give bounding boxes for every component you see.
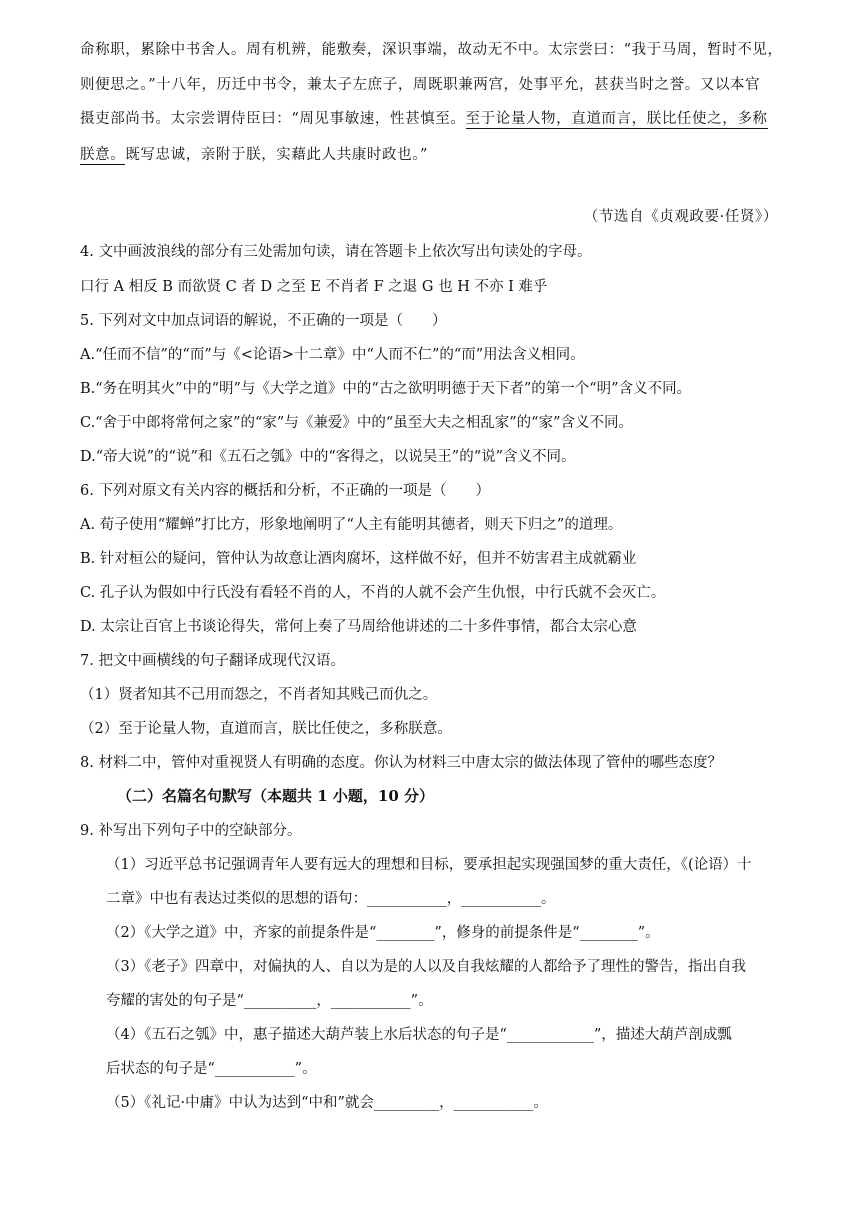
question-6-option-d: D. 太宗让百官上书谈论得失，常何上奏了马周给他讲述的二十多件事情，都合太宗心意 — [80, 619, 637, 635]
question-7: 7. 把文中画横线的句子翻译成现代汉语。 — [80, 653, 345, 669]
passage-line-2: 则便思之。”十八年，历迁中书令，兼太子左庶子，周既职兼两宫，处事平允，甚获当时之誉。又以本官 — [80, 77, 761, 93]
question-9-item-5: （5）《礼记·中庸》中认为达到“中和”就会_________，___________。 — [106, 1095, 548, 1111]
question-5-option-b: B.“务在明其火”中的“明”与《大学之道》中的“古之欲明明德于天下者”的第一个“明”含义不同。 — [80, 381, 692, 397]
question-9-item-3-line-1: （3）《老子》四章中，对偏执的人、自以为是的人以及自我炫耀的人都给予了理性的警告，指出自我 — [106, 959, 746, 975]
question-9-item-4-line-1: （4）《五石之瓠》中，惠子描述大葫芦装上水后状态的句子是“____________”，描述大葫芦剖成瓢 — [106, 1027, 732, 1043]
question-6-option-c: C. 孔子认为假如中行氏没有看轻不肖的人，不肖的人就不会产生仇恨，中行氏就不会灭亡。 — [80, 585, 666, 601]
question-7-item-2: （2）至于论量人物，直道而言，朕比任使之，多称朕意。 — [80, 721, 452, 737]
question-5-option-a: A.“任而不信”的“而”与《<论语>十二章》中“人而不仁”的“而”用法含义相同。 — [80, 347, 585, 363]
question-6: 6. 下列对原文有关内容的概括和分析，不正确的一项是（ ） — [80, 483, 490, 499]
question-5-option-d: D.“帝大说”的“说”和《五石之瓠》中的“客得之，以说吴王”的“说”含义不同。 — [80, 449, 576, 465]
question-4: 4. 文中画波浪线的部分有三处需加句读，请在答题卡上依次写出句读处的字母。 — [80, 244, 592, 260]
question-9-item-1-line-2: 二章》中也有表达过类似的思想的语句：___________，___________。 — [106, 891, 556, 907]
question-6-option-b: B. 针对桓公的疑问，管仲认为故意让酒肉腐坏，这样做不好，但并不妨害君主成就霸业 — [80, 551, 637, 567]
section-2-title: （二）名篇名句默写（本题共 1 小题，10 分） — [117, 787, 434, 805]
question-9-item-3-line-2: 夸耀的害处的句子是“__________，___________”。 — [106, 993, 433, 1009]
passage-line-3-text: 摄吏部尚书。太宗尝谓侍臣曰：“周见事敏速，性甚慎至。 — [80, 111, 466, 127]
passage-line-3 — [80, 109, 768, 129]
underlined-sentence-part-1: 至于论量人物，直道而言，朕比任使之，多称 — [465, 111, 768, 127]
question-9-item-1-line-1: （1）习近平总书记强调青年人要有远大的理想和目标，要承担起实现强国梦的重大责任，《(论语）十 — [106, 857, 752, 873]
question-6-option-a: A. 荀子使用“耀蝉”打比方，形象地阐明了“人主有能明其德者，则天下归之”的道理。 — [80, 517, 623, 533]
passage-line-4-text: 既写忠诚，亲附于朕，实藉此人共康时政也。” — [125, 147, 429, 163]
question-9-item-2: （2）《大学之道》中，齐家的前提条件是“________”，修身的前提条件是“________”。 — [106, 925, 660, 941]
question-5-option-c: C.“舍于中郎将常何之家”的“家”与《兼爱》中的“虽至大夫之相乱家”的“家”含义不同。 — [80, 415, 633, 431]
question-9-item-4-line-2: 后状态的句子是“___________”。 — [106, 1061, 317, 1077]
question-5: 5. 下列对文中加点词语的解说，不正确的一项是（ ） — [80, 313, 447, 329]
passage-line-4 — [80, 145, 428, 165]
passage-source: （节选自《贞观政要·任贤》） — [583, 209, 778, 225]
question-9: 9. 补写出下列句子中的空缺部分。 — [80, 823, 302, 839]
question-4-text: 口行 A 相反 B 而欲贤 C 者 D 之至 E 不肖者 F 之退 G 也 H 不亦 I 难乎 — [80, 279, 548, 295]
passage-line-1: 命称职，累除中书舍人。周有机辨，能敷奏，深识事端，故动无不中。太宗尝曰：“我于马周，暂时不见， — [80, 42, 783, 58]
question-7-item-1: （1）贤者知其不己用而怨之，不肖者知其贱己而仇之。 — [80, 687, 438, 703]
underlined-sentence-part-2: 朕意。 — [80, 147, 126, 163]
question-8: 8. 材料二中，管仲对重视贤人有明确的态度。你认为材料三中唐太宗的做法体现了管仲的哪些态度？ — [80, 755, 722, 771]
